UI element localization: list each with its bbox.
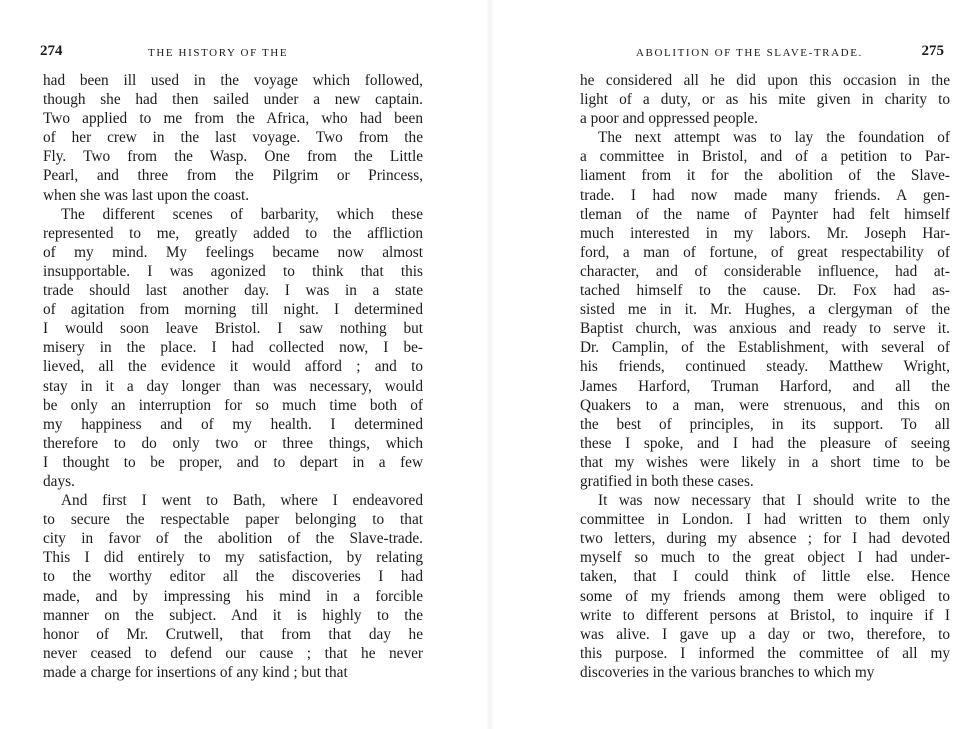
text-line: Quakers to a man, were strenuous, and this on: [580, 396, 950, 414]
right-page-body: [580, 71, 950, 682]
text-line: that my wishes were likely in a short time to be: [580, 453, 950, 471]
text-line: to secure the respectable paper belonging to that: [43, 511, 423, 529]
text-line: insupportable. I was agonized to think that this: [43, 262, 423, 280]
text-line: discoveries in the various branches to which my: [580, 663, 875, 681]
text-line: Dr. Camplin, of the Establishment, with several of: [580, 339, 950, 357]
text-line: a poor and oppressed people.: [580, 110, 758, 128]
text-line: made, and by impressing his mind in a forcible: [43, 587, 423, 605]
text-line: character, and of considerable influence, had at-: [580, 262, 950, 280]
text-line: honor of Mr. Crutwell, that from that day he: [43, 625, 423, 643]
text-line: two letters, during my absence ; for I had devoted: [580, 530, 950, 548]
text-line: a committee in Bristol, and of a petition to Par-: [580, 148, 950, 166]
left-page-body: [43, 71, 423, 682]
text-line: stay in it a day longer than was necessary, would: [43, 377, 423, 395]
text-line: Fly. Two from the Wasp. One from the Little: [43, 148, 423, 166]
text-line: be only an interruption for so much time both of: [43, 396, 423, 414]
text-line: committee in London. I had written to them only: [580, 511, 950, 529]
page-number: 274: [40, 43, 63, 59]
text-line: the best of principles, in its support. To all: [580, 415, 950, 433]
text-line: The next attempt was to lay the foundation of: [598, 129, 950, 147]
text-line: ford, a man of fortune, of great respectability of: [580, 243, 950, 261]
running-title: ABOLITION OF THE SLAVE-TRADE.: [636, 47, 863, 59]
text-line: James Harford, Truman Harford, and all the: [580, 377, 950, 395]
text-line: trade should last another day. I was in a state: [43, 282, 423, 300]
text-line: never ceased to defend our cause ; that he never: [43, 644, 423, 662]
text-line: of her crew in the last voyage. Two from the: [43, 129, 423, 147]
text-line: sisted me in it. Mr. Hughes, a clergyman of the: [580, 301, 950, 319]
text-line: I would soon leave Bristol. I saw nothing but: [43, 320, 423, 338]
text-line: tleman of the name of Paynter had felt himself: [580, 205, 950, 223]
text-line: represented to me, greatly added to the affliction: [43, 224, 423, 242]
text-line: my happiness and of my health. I determined: [43, 415, 423, 433]
text-line: It was now necessary that I should write to the: [598, 492, 950, 510]
text-line: trade. I had now made many friends. A gen-: [580, 186, 950, 204]
text-line: misery in the place. I had collected now, I be-: [43, 339, 423, 357]
text-line: Two applied to me from the Africa, who had been: [43, 110, 423, 128]
text-line: I thought to be proper, and to depart in a few: [43, 453, 423, 471]
text-line: write to different persons at Bristol, to inquire if I: [580, 606, 950, 624]
text-line: was alive. I gave up a day or two, therefore, to: [580, 625, 950, 643]
text-line: had been ill used in the voyage which followed,: [43, 72, 423, 89]
text-line: he considered all he did upon this occasion in the: [580, 72, 950, 89]
running-title: THE HISTORY OF THE: [148, 47, 289, 59]
text-line: taken, that I could think of little else. Hence: [580, 568, 950, 586]
text-line: of my mind. My feelings became now almost: [43, 243, 423, 261]
text-line: made a charge for insertions of any kind ; but that: [43, 663, 348, 681]
right-page: [490, 0, 980, 729]
text-line: manner on the subject. And it is highly to the: [43, 606, 423, 624]
text-line: city in favor of the abolition of the Slave-trade.: [43, 530, 423, 548]
text-line: of agitation from morning till night. I determined: [43, 301, 423, 319]
text-line: tached himself to the cause. Dr. Fox had as-: [580, 282, 950, 300]
text-line: much interested in my labors. Mr. Joseph Har-: [580, 224, 950, 242]
text-line: light of a duty, or as his mite given in charity to: [580, 91, 950, 109]
text-line: though she had then sailed under a new captain.: [43, 91, 423, 109]
text-line: Pearl, and three from the Pilgrim or Princess,: [43, 167, 423, 185]
text-line: these I spoke, and I had the pleasure of seeing: [580, 434, 950, 452]
text-line: gratified in both these cases.: [580, 472, 754, 490]
text-line: The different scenes of barbarity, which these: [61, 205, 423, 223]
text-line: This I did entirely to my satisfaction, by relating: [43, 549, 423, 567]
text-line: when she was last upon the coast.: [43, 186, 250, 204]
text-line: myself so much to the great object I had under-: [580, 549, 950, 567]
text-line: lieved, all the evidence it would afford ; and to: [43, 358, 423, 376]
text-line: this purpose. I informed the committee of all my: [580, 644, 950, 662]
text-line: days.: [43, 472, 75, 490]
text-line: liament from it for the abolition of the Slave-: [580, 167, 950, 185]
text-line: to the worthy editor all the discoveries I had: [43, 568, 423, 586]
text-line: Baptist church, was anxious and ready to serve it.: [580, 320, 950, 338]
text-line: some of my friends among them were obliged to: [580, 587, 950, 605]
text-line: his friends, continued steady. Matthew Wright,: [580, 358, 950, 376]
text-line: And first I went to Bath, where I endeavored: [61, 492, 423, 510]
page-number: 275: [921, 43, 944, 59]
text-line: therefore to do only two or three things, which: [43, 434, 423, 452]
